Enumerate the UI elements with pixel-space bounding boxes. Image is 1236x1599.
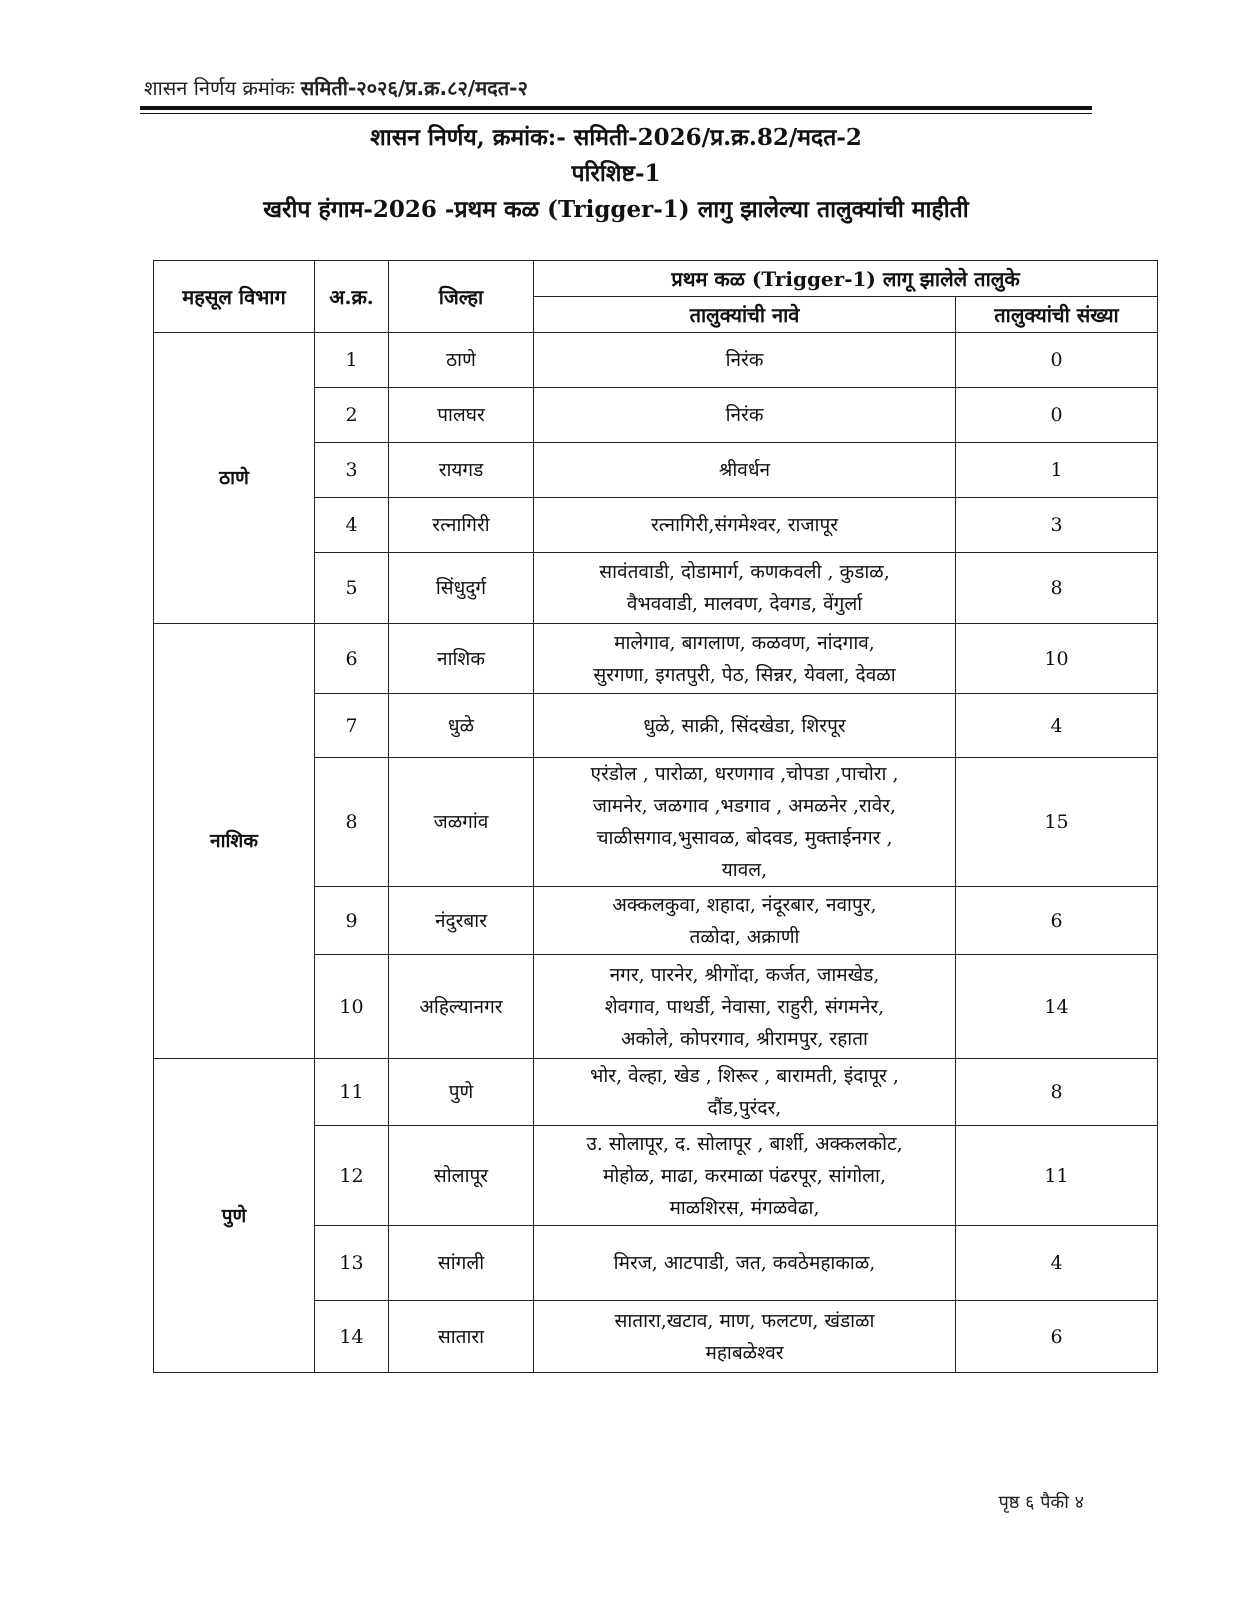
serial-cell: 14 [315, 1301, 389, 1373]
serial-cell: 9 [315, 887, 389, 955]
taluka-line: मिरज, आटपाडी, जत, कवठेमहाकाळ, [613, 1252, 876, 1274]
taluka-names-cell [534, 1226, 956, 1301]
taluka-count-cell: 6 [956, 887, 1158, 955]
header-district: जिल्हा [389, 261, 534, 333]
division-cell: ठाणे [154, 333, 315, 624]
taluka-line: उ. सोलापूर, द. सोलापूर , बार्शी, अक्कलकोट, [586, 1132, 903, 1155]
taluka-names-cell [534, 624, 956, 694]
header-rule-thin [140, 113, 1092, 114]
district-cell: पालघर [389, 388, 534, 443]
taluka-names-cell [534, 1059, 956, 1126]
taluka-line: नगर, पारनेर, श्रीगोंदा, कर्जत, जामखेड, [609, 963, 880, 986]
division-cell: पुणे [154, 1059, 315, 1373]
taluka-line: सावंतवाडी, दोडामार्ग, कणकवली , कुडाळ, [599, 561, 890, 583]
taluka-line: धुळे, साक्री, सिंदखेडा, शिरपूर [643, 714, 846, 737]
serial-cell: 11 [315, 1059, 389, 1126]
serial-cell: 5 [315, 553, 389, 624]
district-cell: पुणे [389, 1059, 534, 1126]
serial-cell: 12 [315, 1126, 389, 1226]
taluka-names-cell [534, 955, 956, 1059]
taluka-line: निरंक [725, 349, 764, 371]
district-cell: सोलापूर [389, 1126, 534, 1226]
serial-cell: 4 [315, 498, 389, 553]
taluka-names-cell [534, 694, 956, 758]
table-row [154, 624, 1158, 694]
table-row [154, 333, 1158, 388]
taluka-count-cell: 8 [956, 553, 1158, 624]
annexure-title: परिशिष्ट-1 [571, 160, 661, 187]
taluka-names-cell [534, 388, 956, 443]
serial-cell: 1 [315, 333, 389, 388]
serial-cell: 10 [315, 955, 389, 1059]
taluka-count-cell: 1 [956, 443, 1158, 498]
district-cell: नंदुरबार [389, 887, 534, 955]
taluka-count-cell: 0 [956, 333, 1158, 388]
taluka-line: अकोले, कोपरगाव, श्रीरामपुर, रहाता [621, 1027, 868, 1050]
header-division: महसूल विभाग [154, 261, 315, 333]
district-cell: जळगांव [389, 758, 534, 887]
taluka-line: निरंक [725, 404, 764, 426]
taluka-line: दौंड,पुरंदर, [707, 1097, 782, 1119]
taluka-line: जामनेर, जळगाव ,भडगाव , अमळनेर ,रावेर, [592, 795, 897, 817]
district-cell: नाशिक [389, 624, 534, 694]
district-cell: सातारा [389, 1301, 534, 1373]
taluka-line: यावल, [721, 859, 768, 881]
taluka-line: मालेगाव, बागलाण, कळवण, नांदगाव, [614, 631, 875, 654]
taluka-count-cell: 10 [956, 624, 1158, 694]
taluka-line: एरंडोल , पारोळा, धरणगाव ,चोपडा ,पाचोरा , [590, 763, 899, 785]
serial-cell: 7 [315, 694, 389, 758]
running-header [144, 74, 528, 101]
taluka-names-cell [534, 333, 956, 388]
taluka-line: तळोदा, अक्राणी [689, 925, 800, 948]
taluka-names-cell [534, 1301, 956, 1373]
page-number: पृष्ठ ६ पैकी ४ [998, 1492, 1084, 1513]
district-cell: सिंधुदुर्ग [389, 553, 534, 624]
taluka-names-cell [534, 887, 956, 955]
running-header-number: समिती-२०२६/प्र.क्र.८२/मदत-२ [300, 76, 528, 100]
header-serial: अ.क्र. [315, 261, 389, 333]
taluka-names-cell [534, 1126, 956, 1226]
district-cell: ठाणे [389, 333, 534, 388]
taluka-line: अक्कलकुवा, शहादा, नंदूरबार, नवापुर, [612, 893, 877, 916]
taluka-line: सातारा,खटाव, माण, फलटण, खंडाळा [614, 1309, 875, 1332]
taluka-names-cell [534, 758, 956, 887]
serial-cell: 3 [315, 443, 389, 498]
taluka-line: शेवगाव, पाथर्डी, नेवासा, राहुरी, संगमनेर, [604, 995, 885, 1018]
taluka-count-cell: 15 [956, 758, 1158, 887]
taluka-line: सुरगणा, इगतपुरी, पेठ, सिन्नर, येवला, देवळा [593, 663, 896, 686]
serial-cell: 13 [315, 1226, 389, 1301]
taluka-line: भोर, वेल्हा, खेड , शिरूर , बारामती, इंदापूर , [590, 1065, 899, 1087]
header-taluka-count: तालुक्यांची संख्या [956, 297, 1158, 333]
running-header-prefix: शासन निर्णय क्रमांकः [144, 76, 301, 100]
serial-cell: 6 [315, 624, 389, 694]
taluka-line: रत्नागिरी,संगमेश्वर, राजापूर [650, 514, 839, 536]
header-taluka-names: तालुक्यांची नावे [534, 297, 956, 333]
taluka-names-cell [534, 498, 956, 553]
district-cell: सांगली [389, 1226, 534, 1301]
taluka-line: वैभववाडी, मालवण, देवगड, वेंगुर्ला [626, 593, 863, 615]
taluka-line: महाबळेश्वर [705, 1341, 784, 1364]
serial-cell: 8 [315, 758, 389, 887]
district-cell: धुळे [389, 694, 534, 758]
taluka-count-cell: 3 [956, 498, 1158, 553]
taluka-line: चाळीसगाव,भुसावळ, बोदवड, मुक्ताईनगर , [596, 827, 893, 849]
table-row [154, 1059, 1158, 1126]
taluka-count-cell: 4 [956, 694, 1158, 758]
title-block [140, 120, 1092, 228]
header-trigger-group: प्रथम कळ (Trigger-1) लागू झालेले तालुके [534, 261, 1158, 297]
taluka-table [153, 260, 1158, 1373]
taluka-count-cell: 6 [956, 1301, 1158, 1373]
table-title: खरीप हंगाम-2026 -प्रथम कळ (Trigger-1) लागु झालेल्या तालुक्यांची माहीती [263, 196, 969, 223]
district-cell: रायगड [389, 443, 534, 498]
table-body [154, 333, 1158, 1373]
taluka-names-cell [534, 443, 956, 498]
taluka-count-cell: 14 [956, 955, 1158, 1059]
document-title: शासन निर्णय, क्रमांक:- समिती-2026/प्र.क्र.82/मदत-2 [370, 124, 862, 151]
table-header-row [154, 261, 1158, 297]
taluka-count-cell: 0 [956, 388, 1158, 443]
serial-cell: 2 [315, 388, 389, 443]
taluka-line: मोहोळ, माढा, करमाळा पंढरपूर, सांगोला, [603, 1164, 886, 1187]
header-rule-thick [140, 106, 1092, 110]
taluka-count-cell: 11 [956, 1126, 1158, 1226]
taluka-count-cell: 8 [956, 1059, 1158, 1126]
district-cell: अहिल्यानगर [389, 955, 534, 1059]
division-cell: नाशिक [154, 624, 315, 1059]
taluka-count-cell: 4 [956, 1226, 1158, 1301]
taluka-names-cell [534, 553, 956, 624]
taluka-line: माळशिरस, मंगळवेढा, [669, 1196, 820, 1219]
taluka-line: श्रीवर्धन [718, 459, 771, 481]
district-cell: रत्नागिरी [389, 498, 534, 553]
